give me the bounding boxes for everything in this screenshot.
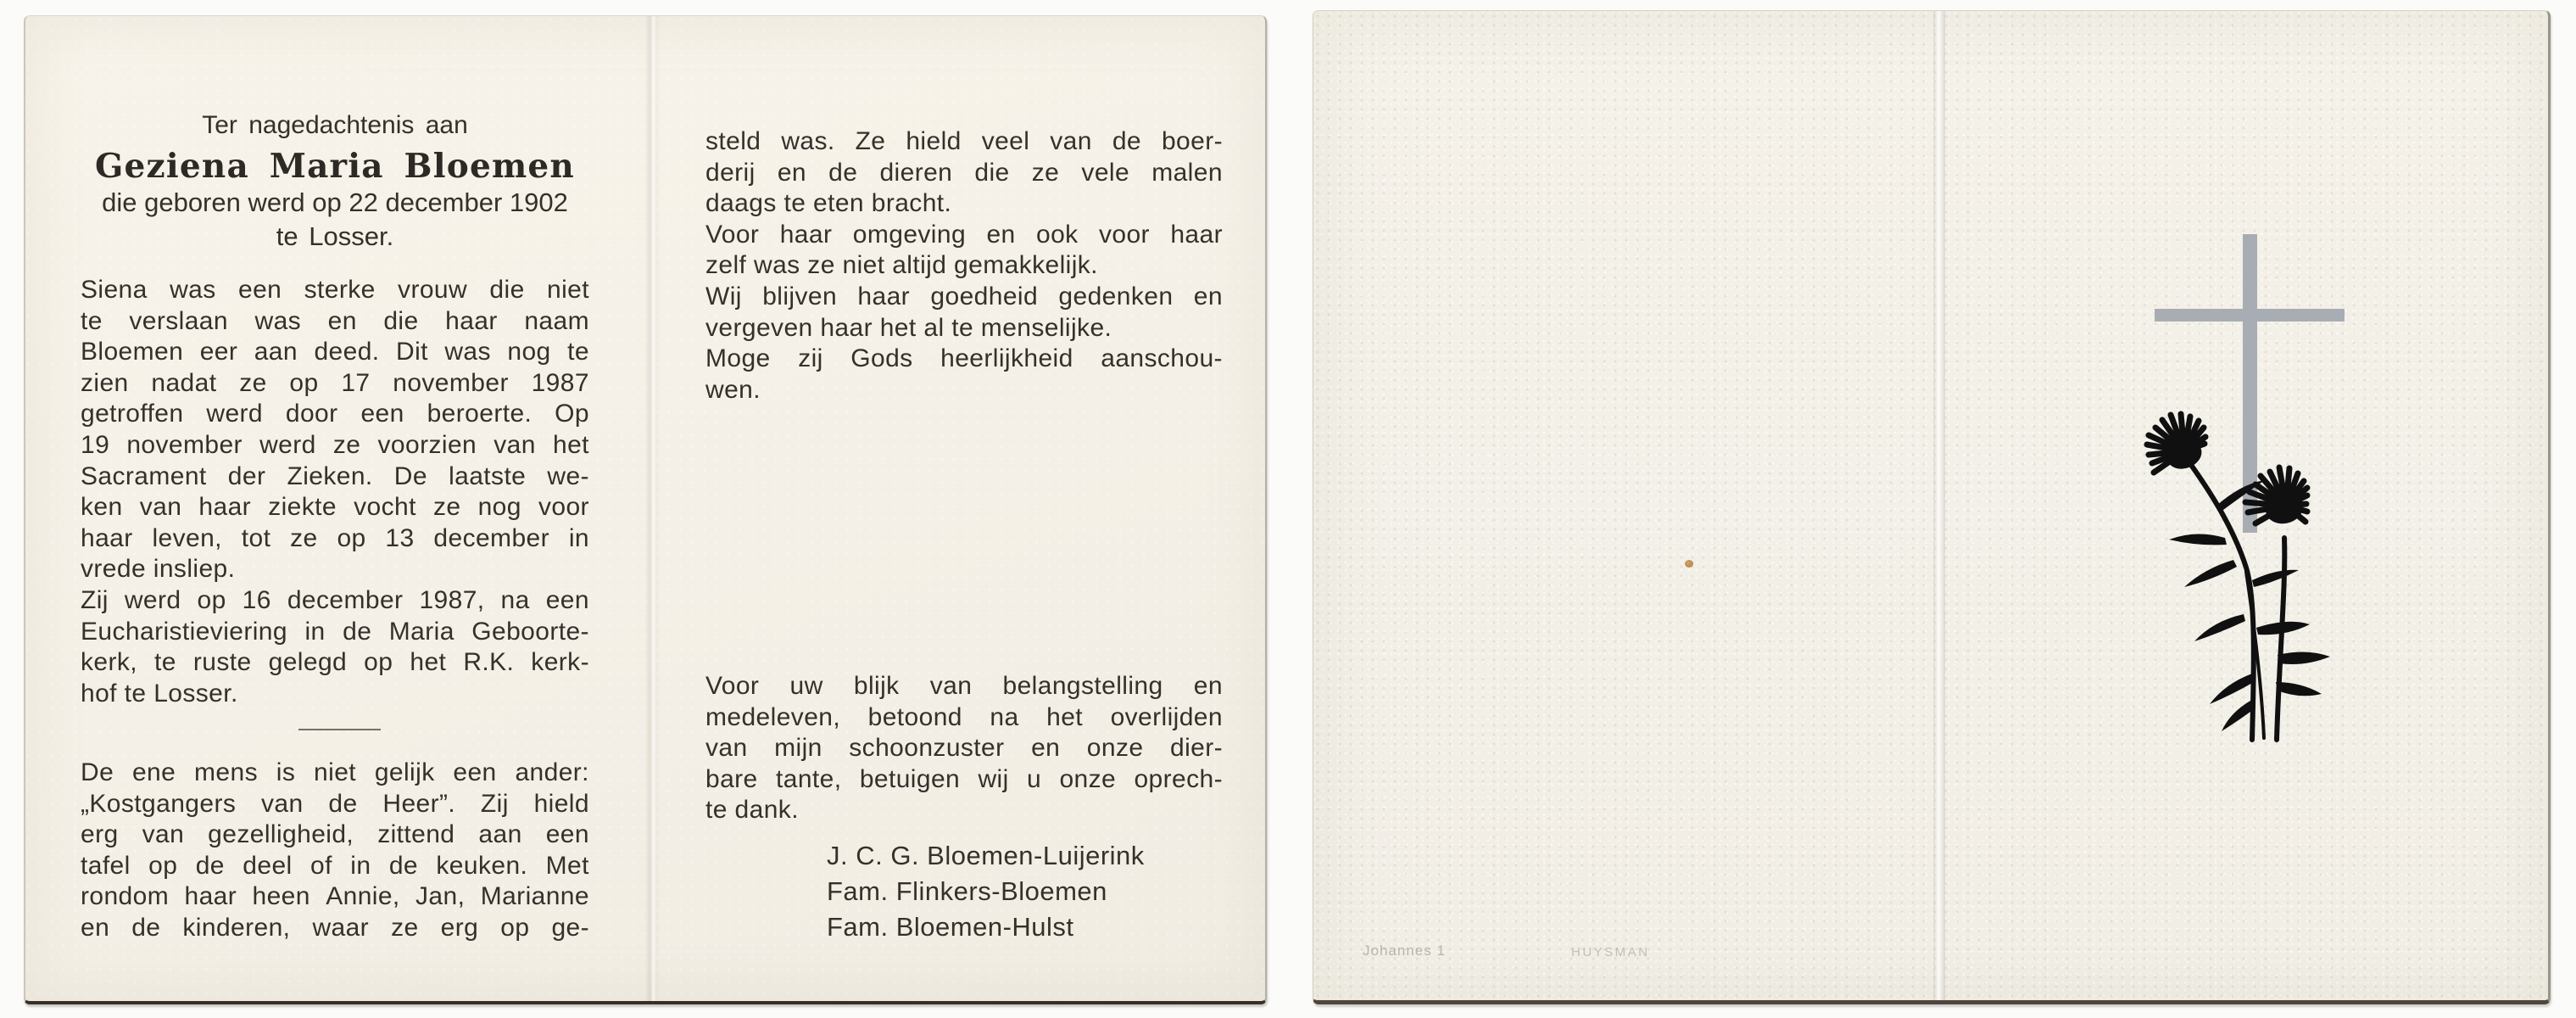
section-divider bbox=[298, 729, 381, 730]
text-line: Bloemen eer aan deed. Dit was nog te bbox=[81, 338, 589, 366]
flowers-silhouette-art bbox=[2125, 402, 2367, 743]
paragraph-character bbox=[81, 758, 589, 944]
card-inside-spread bbox=[24, 15, 1267, 1004]
paragraph-thanks bbox=[705, 671, 1223, 826]
cross-icon bbox=[2155, 309, 2345, 322]
text-line: Voor haar omgeving en ook voor haar bbox=[705, 220, 1223, 249]
text-line: erg van gezelligheid, zittend aan een bbox=[81, 820, 589, 849]
paragraph-burial bbox=[81, 585, 589, 709]
left-column-biography bbox=[81, 275, 589, 709]
text-line: tafel op de deel of in de keuken. Met bbox=[81, 851, 589, 880]
text-line: Moge zij Gods heerlijkheid aanschou- bbox=[705, 344, 1223, 373]
text-line: Fam. Bloemen-Hulst bbox=[827, 912, 1074, 942]
text-line: getroffen werd door een beroerte. Op bbox=[81, 400, 589, 428]
paragraph-surroundings bbox=[705, 220, 1223, 282]
text-line: wen. bbox=[705, 375, 761, 404]
text-line: Sacrament der Zieken. De laatste we- bbox=[81, 461, 589, 490]
text-line: rondom haar heen Annie, Jan, Marianne bbox=[81, 882, 589, 911]
left-column-memories bbox=[81, 758, 589, 944]
birth-date-line: die geboren werd op 22 december 1902 bbox=[102, 187, 568, 217]
text-line: Voor uw blijk van belangstelling en bbox=[705, 672, 1223, 700]
text-line: vergeven haar het al te menselijke. bbox=[705, 313, 1112, 342]
text-line: te dank. bbox=[705, 796, 799, 825]
text-line: bare tante, betuigen wij u onze oprech- bbox=[705, 764, 1223, 793]
text-line: kerk, te ruste gelegd op het R.K. kerk- bbox=[81, 648, 589, 677]
card-fold-crease bbox=[644, 16, 660, 1001]
signatory-names bbox=[827, 838, 1183, 945]
text-line: 19 november werd ze voorzien van het bbox=[81, 430, 589, 459]
text-line: vrede insliep. bbox=[81, 555, 236, 584]
print-mark-johannes: Johannes 1 bbox=[1363, 942, 1446, 959]
text-line: steld was. Ze hield veel van de boer- bbox=[705, 127, 1223, 155]
print-mark-huysman: HUYSMAN bbox=[1571, 945, 1650, 959]
text-line: Eucharistieviering in de Maria Geboorte- bbox=[81, 617, 589, 646]
deceased-name: Geziena Maria Bloemen bbox=[95, 147, 575, 186]
text-line: hof te Losser. bbox=[81, 679, 238, 708]
paragraph-forgiveness bbox=[705, 282, 1223, 344]
text-line: J. C. G. Bloemen-Luijerink bbox=[827, 841, 1145, 870]
text-line: zelf was ze niet altijd gemakkelijk. bbox=[705, 251, 1098, 280]
signatories-block bbox=[827, 838, 1183, 945]
dedication-line: Ter nagedachtenis aan bbox=[202, 111, 468, 139]
birth-place-line: te Losser. bbox=[276, 221, 394, 251]
text-line: haar leven, tot ze op 13 december in bbox=[81, 523, 589, 552]
paper-stain bbox=[1685, 560, 1693, 568]
text-line: derij en de dieren die ze vele malen bbox=[705, 158, 1223, 187]
text-line: van mijn schoonzuster en onze dier- bbox=[705, 734, 1223, 763]
text-line: en de kinderen, waar ze erg op ge- bbox=[81, 913, 589, 942]
text-line: Wij blijven haar goedheid gedenken en bbox=[705, 282, 1223, 310]
text-line: Zij werd op 16 december 1987, na een bbox=[81, 585, 589, 614]
text-line: De ene mens is niet gelijk een ander: bbox=[81, 758, 589, 786]
text-line: Siena was een sterke vrouw die niet bbox=[81, 276, 589, 304]
paragraph-blessing bbox=[705, 344, 1223, 406]
paragraph-farm bbox=[705, 126, 1223, 220]
text-line: medeleven, betoond na het overlijden bbox=[705, 702, 1223, 731]
text-line: zien nadat ze op 17 november 1987 bbox=[81, 368, 589, 397]
paragraph-life bbox=[81, 275, 589, 585]
card-outside-cover bbox=[1313, 10, 2551, 1004]
acknowledgement-block bbox=[705, 671, 1223, 826]
card-fold-crease bbox=[1933, 11, 1945, 1000]
text-line: ken van haar ziekte vocht ze nog voor bbox=[81, 493, 589, 522]
text-line: te verslaan was en die haar naam bbox=[81, 306, 589, 335]
right-column-continuation bbox=[705, 126, 1223, 406]
text-line: daags te eten bracht. bbox=[705, 189, 952, 218]
text-line: „Kostgangers van de Heer”. Zij hield bbox=[81, 789, 589, 818]
text-line: Fam. Flinkers-Bloemen bbox=[827, 876, 1107, 906]
